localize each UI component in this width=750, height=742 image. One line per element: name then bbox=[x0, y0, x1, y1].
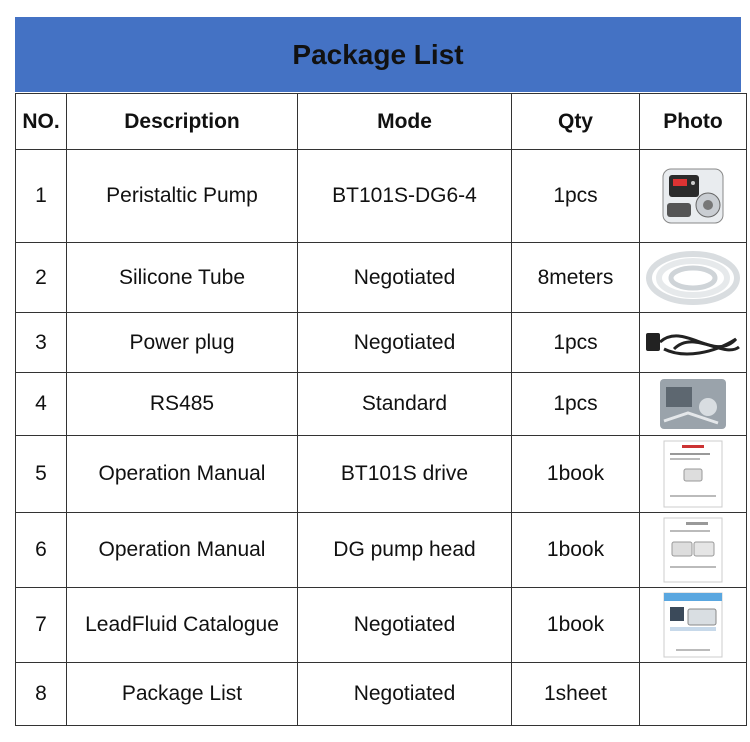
cell-mode: Standard bbox=[298, 373, 512, 436]
header-mode: Mode bbox=[298, 94, 512, 150]
table-row bbox=[16, 513, 747, 588]
cell-no: 3 bbox=[16, 313, 67, 373]
package-table bbox=[15, 93, 747, 726]
cell-qty: 1book bbox=[512, 436, 640, 513]
cell-description: Power plug bbox=[67, 313, 298, 373]
page-title: Package List bbox=[292, 38, 464, 70]
cell-mode: Negotiated bbox=[298, 588, 512, 663]
cell-qty: 1pcs bbox=[512, 313, 640, 373]
cell-mode: BT101S-DG6-4 bbox=[298, 150, 512, 243]
cell-description: RS485 bbox=[67, 373, 298, 436]
cell-no: 2 bbox=[16, 243, 67, 313]
cell-description: Silicone Tube bbox=[67, 243, 298, 313]
cell-description: Operation Manual bbox=[67, 513, 298, 588]
cell-mode: BT101S drive bbox=[298, 436, 512, 513]
cell-no: 7 bbox=[16, 588, 67, 663]
manual-photo-icon bbox=[662, 439, 724, 509]
cell-description: Peristaltic Pump bbox=[67, 150, 298, 243]
power-cable-photo-icon bbox=[644, 319, 742, 367]
table-row bbox=[16, 313, 747, 373]
cell-photo bbox=[640, 513, 747, 588]
manual-photo-icon bbox=[662, 516, 724, 584]
cell-no: 1 bbox=[16, 150, 67, 243]
cell-photo bbox=[640, 663, 747, 726]
cell-mode: Negotiated bbox=[298, 243, 512, 313]
cell-qty: 1pcs bbox=[512, 373, 640, 436]
cell-no: 6 bbox=[16, 513, 67, 588]
table-row bbox=[16, 663, 747, 726]
cell-qty: 1book bbox=[512, 588, 640, 663]
cell-photo bbox=[640, 436, 747, 513]
header-no: NO. bbox=[16, 94, 67, 150]
header-qty: Qty bbox=[512, 94, 640, 150]
header-description: Description bbox=[67, 94, 298, 150]
title-bar bbox=[15, 17, 741, 92]
cell-qty: 1sheet bbox=[512, 663, 640, 726]
cell-no: 8 bbox=[16, 663, 67, 726]
cell-description: Package List bbox=[67, 663, 298, 726]
table-row bbox=[16, 150, 747, 243]
table-row bbox=[16, 373, 747, 436]
cell-mode: DG pump head bbox=[298, 513, 512, 588]
cell-photo bbox=[640, 313, 747, 373]
cell-photo bbox=[640, 243, 747, 313]
table-row bbox=[16, 588, 747, 663]
table-row bbox=[16, 436, 747, 513]
cell-qty: 1pcs bbox=[512, 150, 640, 243]
catalogue-photo-icon bbox=[662, 591, 724, 659]
cell-description: LeadFluid Catalogue bbox=[67, 588, 298, 663]
rs485-photo-icon bbox=[658, 377, 728, 431]
tube-photo-icon bbox=[645, 248, 741, 308]
cell-photo bbox=[640, 373, 747, 436]
table-header-row bbox=[16, 94, 747, 150]
cell-photo bbox=[640, 588, 747, 663]
cell-no: 4 bbox=[16, 373, 67, 436]
cell-description: Operation Manual bbox=[67, 436, 298, 513]
header-photo: Photo bbox=[640, 94, 747, 150]
cell-qty: 8meters bbox=[512, 243, 640, 313]
table-row bbox=[16, 243, 747, 313]
pump-photo-icon bbox=[653, 161, 733, 231]
cell-photo bbox=[640, 150, 747, 243]
cell-no: 5 bbox=[16, 436, 67, 513]
cell-mode: Negotiated bbox=[298, 663, 512, 726]
cell-mode: Negotiated bbox=[298, 313, 512, 373]
cell-qty: 1book bbox=[512, 513, 640, 588]
